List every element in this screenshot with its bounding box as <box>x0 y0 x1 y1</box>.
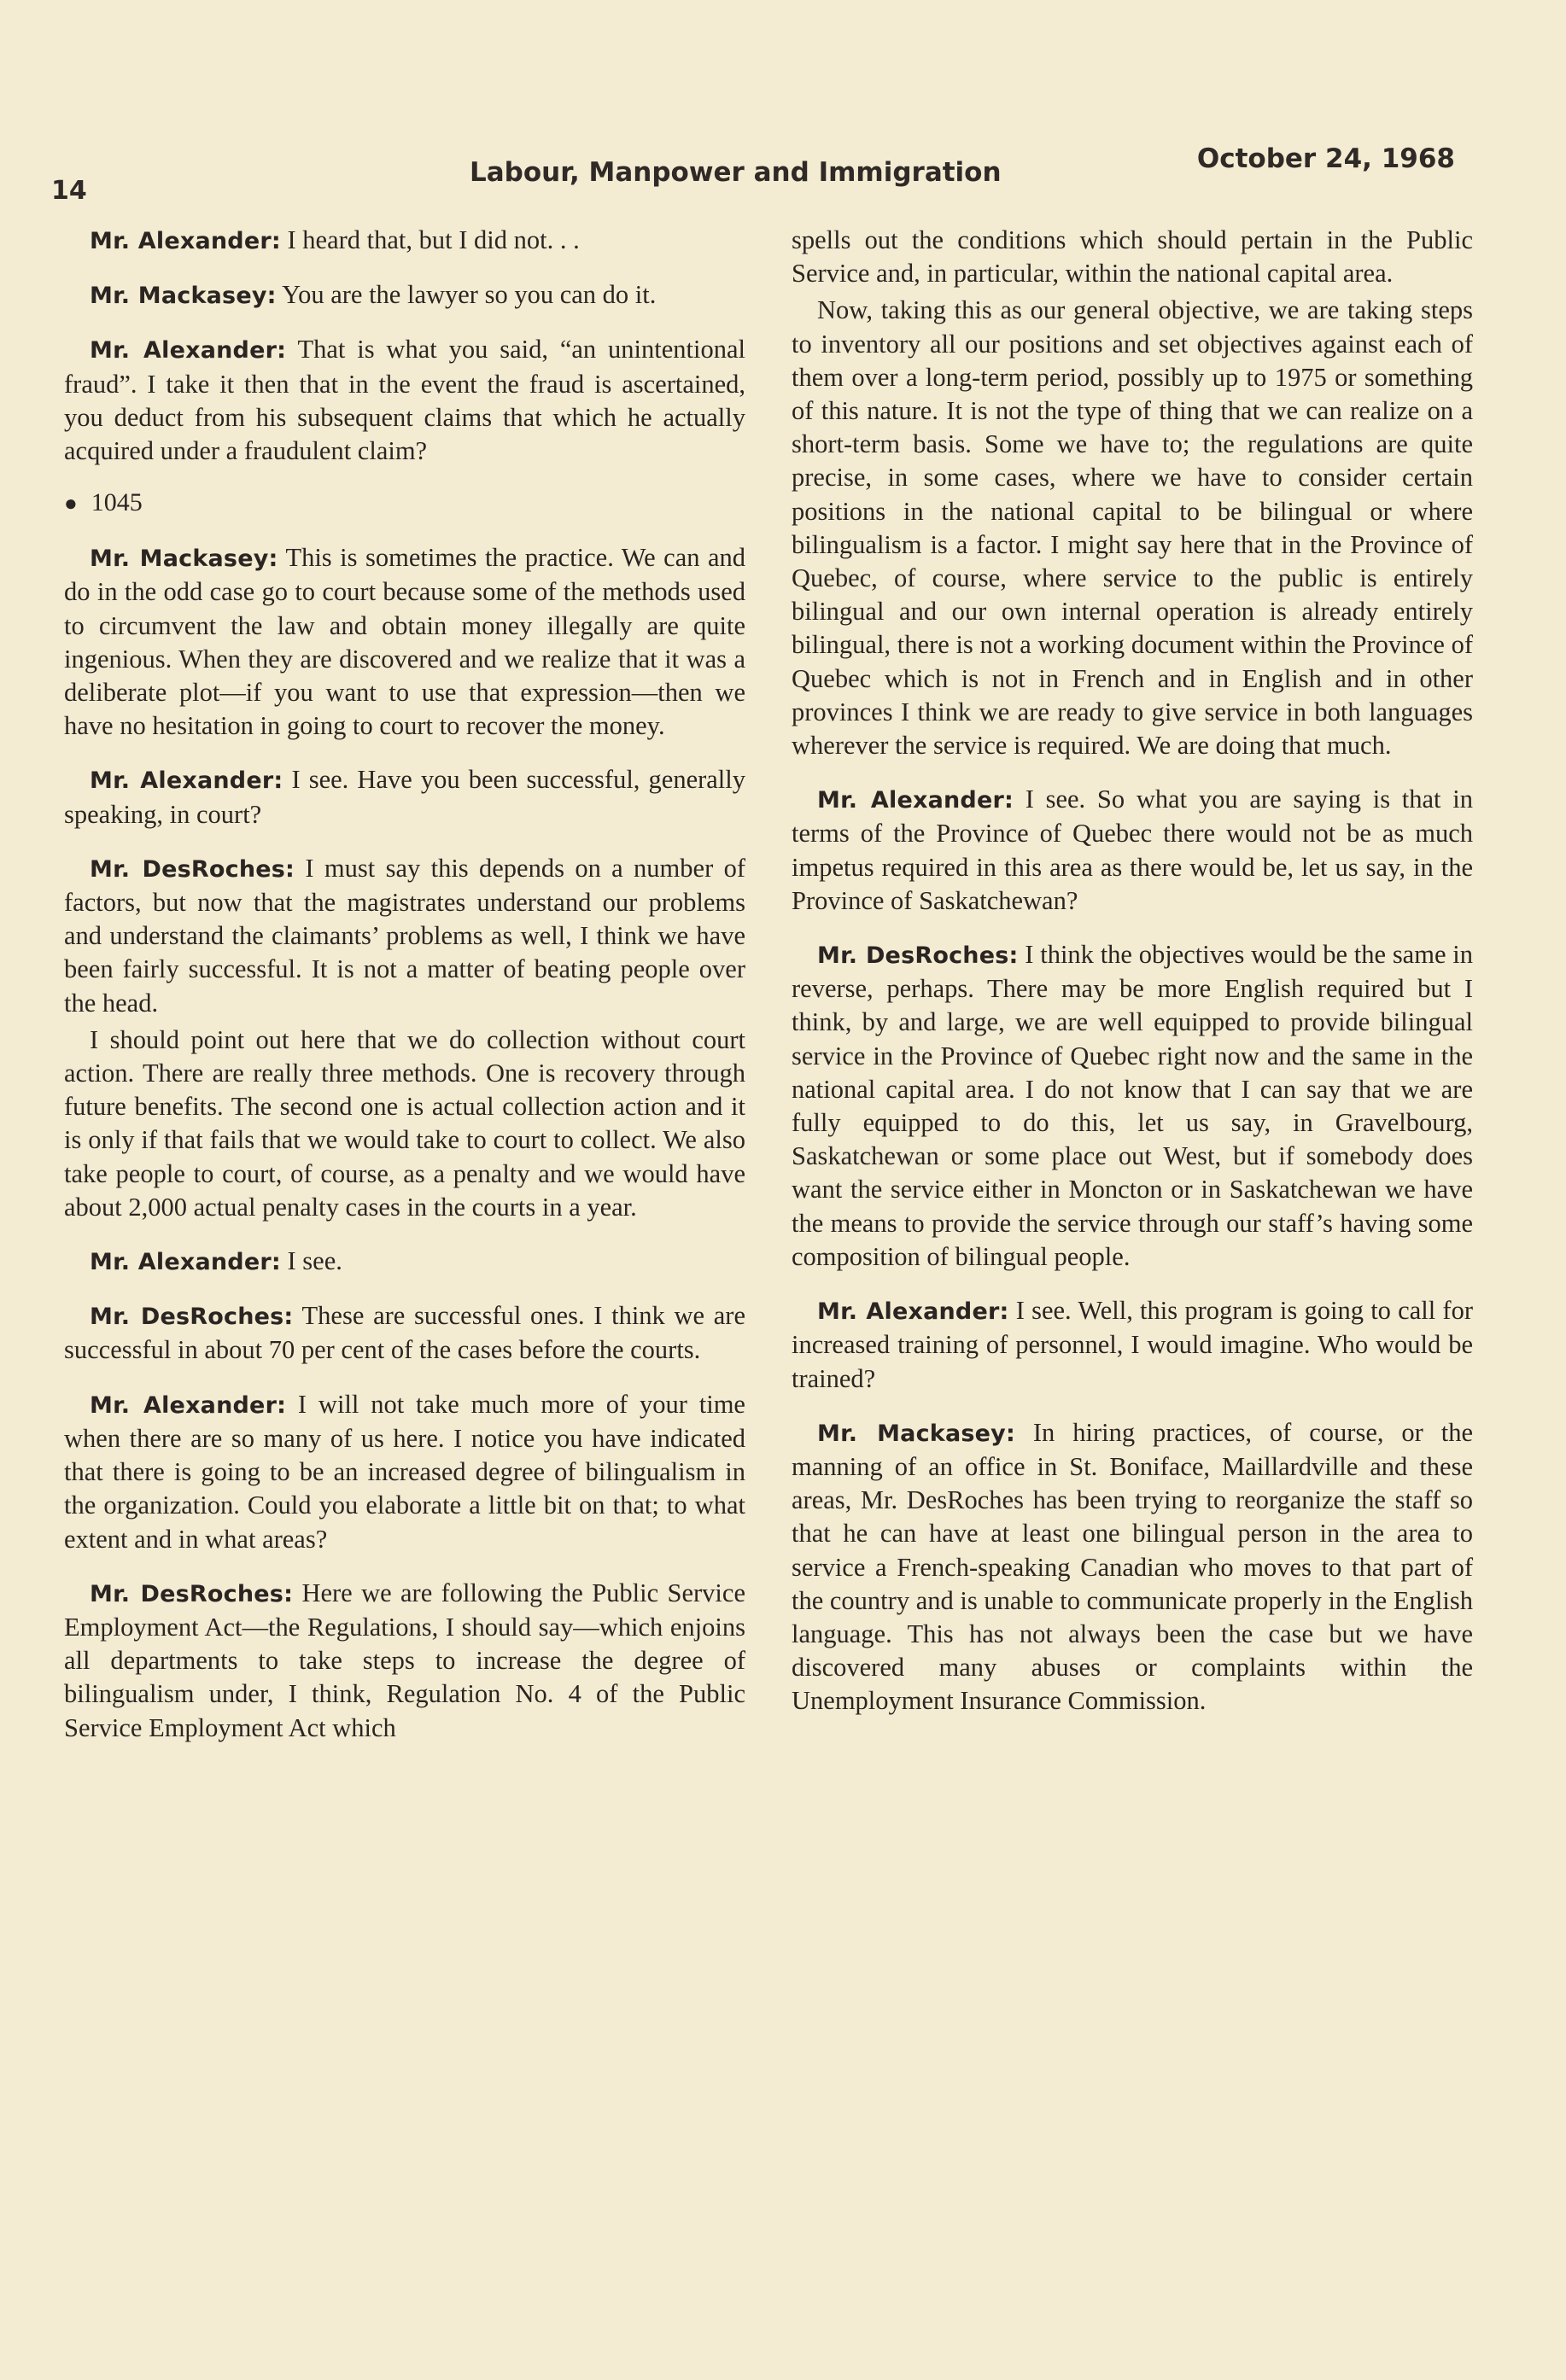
speech-text: I will not take much more of your time when there are so many of us here. I notice you have indicated that there is going to be an increased degree of bilingualism in the organization. Could you elaborate a little bit on that; to what extent and in what areas? <box>64 1389 745 1554</box>
speech-text: These are successful ones. I think we are successful in about 70 per cent of the cases before the courts. <box>64 1301 745 1365</box>
speech-text: I heard that, but I did not. . . <box>280 225 580 254</box>
speaker-name: Mr. DesRoches: <box>817 942 1019 970</box>
speaker-name: Mr. Alexander: <box>90 1391 287 1419</box>
paragraph <box>64 1577 745 1745</box>
paragraph <box>64 224 745 258</box>
speech-text: I see. Well, this program is going to call for increased training of personnel, I would imagine. Who would be trained? <box>792 1296 1473 1393</box>
speaker-name: Mr. Alexander: <box>90 767 283 795</box>
paragraph <box>792 1416 1473 1718</box>
speech-text: I must say this depends on a number of factors, but now that the magistrates understand our problems and understand the claimants’ problems as well, I think we have been fairly successful. It is not a matter of beating people over the head. <box>64 853 745 1018</box>
speaker-name: Mr. Mackasey: <box>90 283 277 310</box>
paragraph-continuation: Now, taking this as our general objective, we are taking steps to inventory all our positions and set objectives against each of them over a long-term period, possibly up to 1975 or something of this nature. It is not the type of thing that we can realize on a short-term basis. Some we have to; the regulations are quite precise, in some cases, where we have to consider certain positions in the national capital to be bilingual or where bilingualism is a factor. I might say here that in the Province of Quebec, of course, where service to the public is entirely bilingual and our own internal operation is already entirely bilingual, there is not a working document within the Province of Quebec which is not in French and in English and in other provinces I think we are ready to give service in both languages wherever the service is required. We are doing that much. <box>792 295 1473 761</box>
running-date: October 24, 1968 <box>1196 143 1455 174</box>
running-title: Labour, Manpower and Immigration <box>470 157 1002 188</box>
speaker-name: Mr. Alexander: <box>817 1298 1009 1326</box>
paragraph <box>64 278 745 312</box>
speaker-name: Mr. DesRoches: <box>90 855 295 883</box>
paragraph <box>64 763 745 831</box>
left-column <box>64 224 745 1765</box>
page-number: 14 <box>51 176 87 206</box>
paragraph-continuation: I should point out here that we do collection without court action. There are really three methods. One is recovery through future benefits. The second one is actual collection action and it is only if that fails that we would take to court to collect. We also take people to court, of course, as a penalty and we would have about 2,000 actual penalty cases in the courts in a year. <box>64 1024 745 1222</box>
speech-text: I see. Have you been successful, generally speaking, in court? <box>64 765 745 829</box>
speech-text: I see. So what you are saying is that in terms of the Province of Quebec there would not be as much impetus required in this area as there would be, let us say, in the Province of Saskatchewan? <box>792 785 1473 915</box>
speech-text: I think the objectives would be the same in reverse, perhaps. There may be more English required but I think, by and large, we are well equipped to provide bilingual service in the Province of Quebec right now and the same in the national capital area. I do not know that I can say that we are fully equipped to do this, let us say, in Gravelbourg, Saskatchewan or some place out West, but if somebody does want the service either in Moncton or in Saskatchewan we have the means to provide the service through our staff’s having some composition of bilingual people. <box>792 940 1473 1271</box>
speaker-name: Mr. Alexander: <box>90 1249 281 1276</box>
time-marker <box>64 488 745 517</box>
paragraph <box>792 938 1473 1274</box>
paragraph <box>792 1294 1473 1396</box>
speech-text: You are the lawyer so you can do it. <box>276 280 657 310</box>
paragraph <box>64 1299 745 1367</box>
paragraph <box>64 1388 745 1556</box>
speaker-name: Mr. Mackasey: <box>817 1420 1015 1447</box>
speech-text: Here we are following the Public Service Employment Act—the Regulations, I should say—which enjoins all departments to take steps to increase the degree of bilingualism under, I think, Regulation No. 4 of the Public Service Employment Act which <box>64 1578 745 1742</box>
paragraph <box>64 541 745 743</box>
speech-text: In hiring practices, of course, or the manning of an office in St. Boniface, Maillardville and these areas, Mr. DesRoches has been trying to reorganize the staff so that he can have at least one bilingual person in the area to service a French-speaking Canadian who moves to that part of the country and is unable to communicate properly in the English language. This has not always been the case but we have discovered many abuses or complaints within the Unemployment Insurance Commission. <box>792 1417 1474 1716</box>
speaker-name: Mr. Mackasey: <box>90 545 278 573</box>
speaker-name: Mr. DesRoches: <box>90 1580 294 1607</box>
time-marker-text: 1045 <box>91 488 143 517</box>
speech-text: That is what you said, “an unintentional fraud”. I take it then that in the event the fraud is ascertained, you deduct from his subsequent claims that which he actually acquired under a fraudulent claim? <box>64 335 745 466</box>
paragraph <box>64 333 745 468</box>
speaker-name: Mr. Alexander: <box>90 337 287 365</box>
bullet-icon: ● <box>64 491 78 516</box>
page-header <box>51 143 1455 206</box>
right-column <box>792 224 1473 1765</box>
paragraph-carryover: spells out the conditions which should pertain in the Public Service and, in particular, within the national capital area. <box>792 225 1473 289</box>
paragraph <box>64 852 745 1020</box>
speech-text: This is sometimes the practice. We can and do in the odd case go to court because some of the methods used to circumvent the law and obtain money illegally are quite ingenious. When they are discovered and we realize that it was a deliberate plot—if you want to use that expression—then we have no hesitation in going to court to recover the money. <box>64 543 746 741</box>
paragraph <box>64 1245 745 1279</box>
speaker-name: Mr. DesRoches: <box>90 1304 294 1331</box>
text-columns <box>64 224 1473 1765</box>
paragraph <box>792 783 1473 918</box>
speech-text: I see. <box>280 1246 342 1276</box>
speaker-name: Mr. Alexander: <box>817 787 1014 814</box>
speaker-name: Mr. Alexander: <box>90 228 281 254</box>
